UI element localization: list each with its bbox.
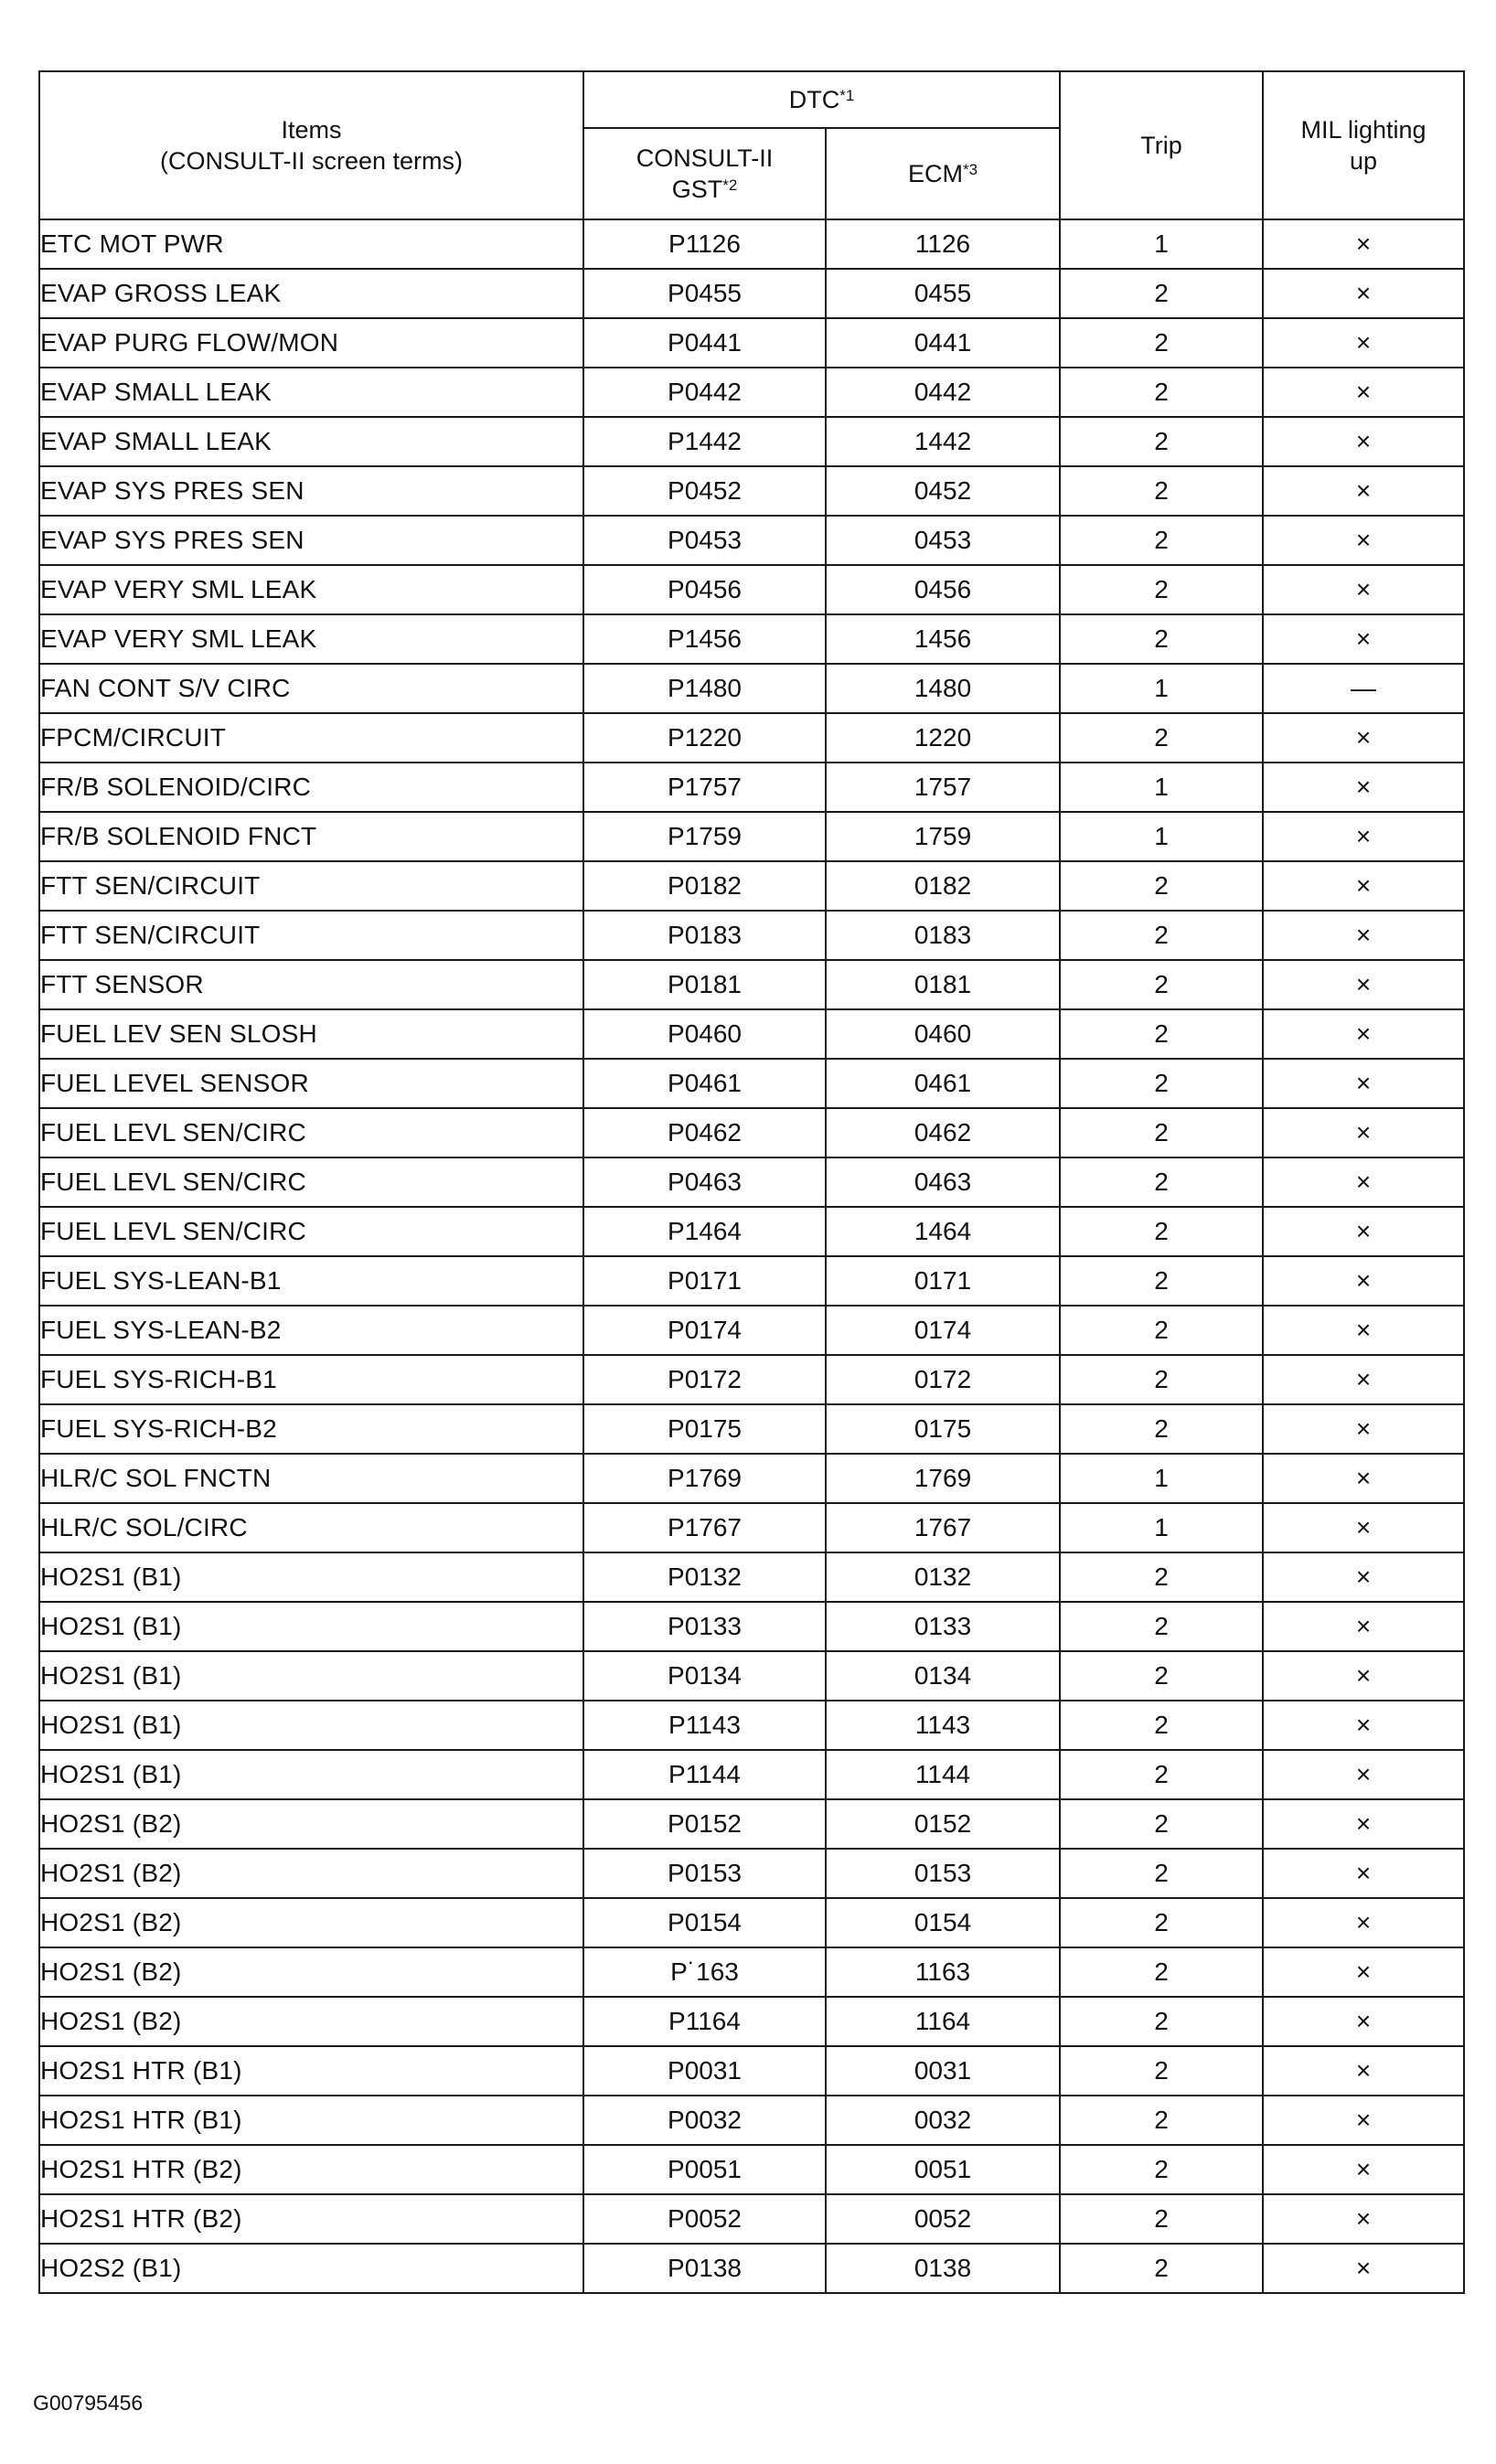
item-cell: FUEL LEVL SEN/CIRC bbox=[39, 1207, 583, 1256]
ecm-code-cell: 0032 bbox=[826, 2096, 1060, 2145]
mil-cell: × bbox=[1263, 466, 1464, 516]
mil-cell: — bbox=[1263, 664, 1464, 713]
consult-code-cell: P0175 bbox=[583, 1404, 826, 1454]
table-row bbox=[39, 1108, 1464, 1157]
item-cell: FUEL SYS-RICH-B2 bbox=[39, 1404, 583, 1454]
trip-cell: 2 bbox=[1060, 1701, 1263, 1750]
ecm-code-cell: 1144 bbox=[826, 1750, 1060, 1799]
trip-cell: 2 bbox=[1060, 1404, 1263, 1454]
item-cell: FUEL LEVL SEN/CIRC bbox=[39, 1108, 583, 1157]
consult-code-cell: P1480 bbox=[583, 664, 826, 713]
header-consult-label: CONSULT-II bbox=[636, 144, 774, 172]
header-dtc-label: DTC bbox=[788, 86, 840, 113]
mil-cell: × bbox=[1263, 1552, 1464, 1602]
table-row bbox=[39, 812, 1464, 861]
dtc-table bbox=[38, 70, 1465, 2294]
table-row bbox=[39, 368, 1464, 417]
table-row bbox=[39, 1947, 1464, 1997]
table-row bbox=[39, 1306, 1464, 1355]
item-cell: HO2S1 (B2) bbox=[39, 1997, 583, 2046]
ecm-code-cell: 0453 bbox=[826, 516, 1060, 565]
mil-cell: × bbox=[1263, 1059, 1464, 1108]
ecm-code-cell: 1442 bbox=[826, 417, 1060, 466]
mil-cell: × bbox=[1263, 1750, 1464, 1799]
mil-cell: × bbox=[1263, 911, 1464, 960]
header-mil-sublabel: up bbox=[1349, 147, 1378, 175]
trip-cell: 2 bbox=[1060, 861, 1263, 911]
mil-cell: × bbox=[1263, 2244, 1464, 2293]
trip-cell: 2 bbox=[1060, 368, 1263, 417]
table-row bbox=[39, 2194, 1464, 2244]
trip-cell: 2 bbox=[1060, 1651, 1263, 1701]
mil-cell: × bbox=[1263, 1454, 1464, 1503]
item-cell: HO2S1 (B1) bbox=[39, 1651, 583, 1701]
mil-cell: × bbox=[1263, 1651, 1464, 1701]
header-gst-label: GST bbox=[671, 176, 723, 203]
header-trip bbox=[1060, 71, 1263, 219]
header-dtc bbox=[583, 71, 1060, 128]
header-consult bbox=[583, 128, 826, 219]
footnote-marker-2: *2 bbox=[722, 176, 738, 194]
ecm-code-cell: 0441 bbox=[826, 318, 1060, 368]
ecm-code-cell: 0052 bbox=[826, 2194, 1060, 2244]
item-cell: ETC MOT PWR bbox=[39, 219, 583, 269]
table-row bbox=[39, 763, 1464, 812]
ecm-code-cell: 0460 bbox=[826, 1009, 1060, 1059]
item-cell: FTT SEN/CIRCUIT bbox=[39, 911, 583, 960]
consult-code-cell: P0461 bbox=[583, 1059, 826, 1108]
item-cell: FTT SEN/CIRCUIT bbox=[39, 861, 583, 911]
trip-cell: 2 bbox=[1060, 565, 1263, 614]
consult-code-cell: P0154 bbox=[583, 1898, 826, 1947]
table-row bbox=[39, 1602, 1464, 1651]
trip-cell: 1 bbox=[1060, 219, 1263, 269]
trip-cell: 1 bbox=[1060, 763, 1263, 812]
trip-cell: 2 bbox=[1060, 1207, 1263, 1256]
table-row bbox=[39, 1898, 1464, 1947]
trip-cell: 2 bbox=[1060, 1997, 1263, 2046]
item-cell: EVAP GROSS LEAK bbox=[39, 269, 583, 318]
ecm-code-cell: 0461 bbox=[826, 1059, 1060, 1108]
ecm-code-cell: 0463 bbox=[826, 1157, 1060, 1207]
consult-code-cell: P0182 bbox=[583, 861, 826, 911]
trip-cell: 2 bbox=[1060, 1355, 1263, 1404]
trip-cell: 2 bbox=[1060, 614, 1263, 664]
item-cell: HO2S1 (B1) bbox=[39, 1602, 583, 1651]
item-cell: FUEL SYS-LEAN-B1 bbox=[39, 1256, 583, 1306]
consult-code-cell: P0152 bbox=[583, 1799, 826, 1849]
mil-cell: × bbox=[1263, 2096, 1464, 2145]
trip-cell: 2 bbox=[1060, 1306, 1263, 1355]
trip-cell: 2 bbox=[1060, 1947, 1263, 1997]
trip-cell: 2 bbox=[1060, 2145, 1263, 2194]
trip-cell: 1 bbox=[1060, 1454, 1263, 1503]
consult-code-cell: P0133 bbox=[583, 1602, 826, 1651]
consult-code-cell: P0452 bbox=[583, 466, 826, 516]
item-cell: FUEL SYS-RICH-B1 bbox=[39, 1355, 583, 1404]
footnote-marker-1: *1 bbox=[839, 87, 855, 104]
item-cell: HO2S1 (B1) bbox=[39, 1552, 583, 1602]
table-row bbox=[39, 713, 1464, 763]
ecm-code-cell: 0174 bbox=[826, 1306, 1060, 1355]
item-cell: HO2S1 (B2) bbox=[39, 1799, 583, 1849]
trip-cell: 2 bbox=[1060, 269, 1263, 318]
mil-cell: × bbox=[1263, 1947, 1464, 1997]
mil-cell: × bbox=[1263, 1602, 1464, 1651]
mil-cell: × bbox=[1263, 269, 1464, 318]
item-cell: FUEL LEVEL SENSOR bbox=[39, 1059, 583, 1108]
item-cell: HLR/C SOL FNCTN bbox=[39, 1454, 583, 1503]
mil-cell: × bbox=[1263, 861, 1464, 911]
consult-code-cell: P0052 bbox=[583, 2194, 826, 2244]
mil-cell: × bbox=[1263, 318, 1464, 368]
table-row bbox=[39, 1256, 1464, 1306]
mil-cell: × bbox=[1263, 1306, 1464, 1355]
mil-cell: × bbox=[1263, 960, 1464, 1009]
mil-cell: × bbox=[1263, 713, 1464, 763]
consult-code-cell: P0455 bbox=[583, 269, 826, 318]
table-row bbox=[39, 2145, 1464, 2194]
trip-cell: 2 bbox=[1060, 2194, 1263, 2244]
table-row bbox=[39, 1207, 1464, 1256]
trip-cell: 2 bbox=[1060, 1898, 1263, 1947]
consult-code-cell: P1757 bbox=[583, 763, 826, 812]
ecm-code-cell: 0133 bbox=[826, 1602, 1060, 1651]
consult-code-cell: P0463 bbox=[583, 1157, 826, 1207]
ecm-code-cell: 0134 bbox=[826, 1651, 1060, 1701]
consult-code-cell: P0134 bbox=[583, 1651, 826, 1701]
table-row bbox=[39, 1157, 1464, 1207]
item-cell: FUEL LEV SEN SLOSH bbox=[39, 1009, 583, 1059]
consult-code-cell: P0051 bbox=[583, 2145, 826, 2194]
consult-code-cell: P0442 bbox=[583, 368, 826, 417]
trip-cell: 2 bbox=[1060, 1849, 1263, 1898]
ecm-code-cell: 0182 bbox=[826, 861, 1060, 911]
mil-cell: × bbox=[1263, 2194, 1464, 2244]
item-cell: EVAP VERY SML LEAK bbox=[39, 614, 583, 664]
ecm-code-cell: 0175 bbox=[826, 1404, 1060, 1454]
item-cell: EVAP SMALL LEAK bbox=[39, 417, 583, 466]
item-cell: EVAP SYS PRES SEN bbox=[39, 466, 583, 516]
trip-cell: 2 bbox=[1060, 1552, 1263, 1602]
table-row bbox=[39, 1355, 1464, 1404]
ecm-code-cell: 0138 bbox=[826, 2244, 1060, 2293]
mil-cell: × bbox=[1263, 1404, 1464, 1454]
consult-code-cell: P0031 bbox=[583, 2046, 826, 2096]
ecm-code-cell: 0171 bbox=[826, 1256, 1060, 1306]
mil-cell: × bbox=[1263, 1799, 1464, 1849]
ecm-code-cell: 0183 bbox=[826, 911, 1060, 960]
item-cell: EVAP VERY SML LEAK bbox=[39, 565, 583, 614]
table-row bbox=[39, 2046, 1464, 2096]
trip-cell: 2 bbox=[1060, 713, 1263, 763]
item-cell: FUEL SYS-LEAN-B2 bbox=[39, 1306, 583, 1355]
table-row bbox=[39, 614, 1464, 664]
item-cell: HO2S1 (B1) bbox=[39, 1701, 583, 1750]
item-cell: FUEL LEVL SEN/CIRC bbox=[39, 1157, 583, 1207]
ecm-code-cell: 0152 bbox=[826, 1799, 1060, 1849]
table-row bbox=[39, 1009, 1464, 1059]
consult-code-cell: P1769 bbox=[583, 1454, 826, 1503]
table-row bbox=[39, 219, 1464, 269]
mil-cell: × bbox=[1263, 1355, 1464, 1404]
table-row bbox=[39, 911, 1464, 960]
trip-cell: 2 bbox=[1060, 960, 1263, 1009]
mil-cell: × bbox=[1263, 763, 1464, 812]
table-row bbox=[39, 960, 1464, 1009]
consult-code-cell: P1220 bbox=[583, 713, 826, 763]
ecm-code-cell: 1480 bbox=[826, 664, 1060, 713]
ecm-code-cell: 1757 bbox=[826, 763, 1060, 812]
consult-code-cell: P1464 bbox=[583, 1207, 826, 1256]
consult-code-cell: P0441 bbox=[583, 318, 826, 368]
ecm-code-cell: 0154 bbox=[826, 1898, 1060, 1947]
trip-cell: 2 bbox=[1060, 1059, 1263, 1108]
mil-cell: × bbox=[1263, 812, 1464, 861]
consult-code-cell: P1456 bbox=[583, 614, 826, 664]
trip-cell: 2 bbox=[1060, 1157, 1263, 1207]
consult-code-cell: P0132 bbox=[583, 1552, 826, 1602]
consult-code-cell: P0172 bbox=[583, 1355, 826, 1404]
ecm-code-cell: 0462 bbox=[826, 1108, 1060, 1157]
table-row bbox=[39, 2096, 1464, 2145]
consult-code-cell: P0462 bbox=[583, 1108, 826, 1157]
ecm-code-cell: 1126 bbox=[826, 219, 1060, 269]
mil-cell: × bbox=[1263, 1701, 1464, 1750]
table-row bbox=[39, 516, 1464, 565]
consult-code-cell: P1143 bbox=[583, 1701, 826, 1750]
consult-code-cell: P1759 bbox=[583, 812, 826, 861]
table-row bbox=[39, 1404, 1464, 1454]
table-row bbox=[39, 1849, 1464, 1898]
ecm-code-cell: 1464 bbox=[826, 1207, 1060, 1256]
trip-cell: 2 bbox=[1060, 516, 1263, 565]
consult-code-cell: P0032 bbox=[583, 2096, 826, 2145]
header-items-label: Items bbox=[281, 116, 342, 144]
mil-cell: × bbox=[1263, 219, 1464, 269]
consult-code-cell: P1767 bbox=[583, 1503, 826, 1552]
mil-cell: × bbox=[1263, 1849, 1464, 1898]
ecm-code-cell: 0452 bbox=[826, 466, 1060, 516]
table-header bbox=[39, 71, 1464, 219]
mil-cell: × bbox=[1263, 516, 1464, 565]
table-row bbox=[39, 1750, 1464, 1799]
table-row bbox=[39, 1454, 1464, 1503]
trip-cell: 2 bbox=[1060, 1602, 1263, 1651]
mil-cell: × bbox=[1263, 1009, 1464, 1059]
item-cell: HO2S1 HTR (B2) bbox=[39, 2194, 583, 2244]
footnote-marker-3: *3 bbox=[962, 161, 978, 178]
mil-cell: × bbox=[1263, 1898, 1464, 1947]
table-row bbox=[39, 466, 1464, 516]
ecm-code-cell: 1456 bbox=[826, 614, 1060, 664]
ecm-code-cell: 1769 bbox=[826, 1454, 1060, 1503]
table-row bbox=[39, 417, 1464, 466]
consult-code-cell: P1126 bbox=[583, 219, 826, 269]
ecm-code-cell: 0031 bbox=[826, 2046, 1060, 2096]
trip-cell: 2 bbox=[1060, 1256, 1263, 1306]
ecm-code-cell: 1767 bbox=[826, 1503, 1060, 1552]
consult-code-cell: P0174 bbox=[583, 1306, 826, 1355]
ecm-code-cell: 1164 bbox=[826, 1997, 1060, 2046]
trip-cell: 2 bbox=[1060, 2096, 1263, 2145]
item-cell: FAN CONT S/V CIRC bbox=[39, 664, 583, 713]
table-row bbox=[39, 318, 1464, 368]
mil-cell: × bbox=[1263, 1207, 1464, 1256]
trip-cell: 2 bbox=[1060, 466, 1263, 516]
trip-cell: 1 bbox=[1060, 812, 1263, 861]
item-cell: HO2S2 (B1) bbox=[39, 2244, 583, 2293]
ecm-code-cell: 0132 bbox=[826, 1552, 1060, 1602]
mil-cell: × bbox=[1263, 1503, 1464, 1552]
item-cell: HO2S1 HTR (B2) bbox=[39, 2145, 583, 2194]
consult-code-cell: P0456 bbox=[583, 565, 826, 614]
header-mil bbox=[1263, 71, 1464, 219]
ecm-code-cell: 0455 bbox=[826, 269, 1060, 318]
item-cell: FPCM/CIRCUIT bbox=[39, 713, 583, 763]
consult-code-cell: P0453 bbox=[583, 516, 826, 565]
item-cell: HO2S1 (B1) bbox=[39, 1750, 583, 1799]
consult-code-cell: P1164 bbox=[583, 1997, 826, 2046]
item-cell: HO2S1 HTR (B1) bbox=[39, 2096, 583, 2145]
item-cell: HO2S1 (B2) bbox=[39, 1898, 583, 1947]
ecm-code-cell: 0153 bbox=[826, 1849, 1060, 1898]
table-row bbox=[39, 861, 1464, 911]
trip-cell: 2 bbox=[1060, 318, 1263, 368]
mil-cell: × bbox=[1263, 417, 1464, 466]
item-cell: HO2S1 HTR (B1) bbox=[39, 2046, 583, 2096]
consult-code-cell: P0171 bbox=[583, 1256, 826, 1306]
trip-cell: 2 bbox=[1060, 1009, 1263, 1059]
table-row bbox=[39, 1651, 1464, 1701]
table-row bbox=[39, 1059, 1464, 1108]
consult-code-cell: P1442 bbox=[583, 417, 826, 466]
consult-code-cell: P0153 bbox=[583, 1849, 826, 1898]
item-cell: FTT SENSOR bbox=[39, 960, 583, 1009]
mil-cell: × bbox=[1263, 1108, 1464, 1157]
header-items-sublabel: (CONSULT-II screen terms) bbox=[159, 147, 464, 175]
trip-cell: 2 bbox=[1060, 417, 1263, 466]
item-cell: HO2S1 (B2) bbox=[39, 1947, 583, 1997]
mil-cell: × bbox=[1263, 565, 1464, 614]
mil-cell: × bbox=[1263, 1997, 1464, 2046]
header-ecm bbox=[826, 128, 1060, 219]
trip-cell: 2 bbox=[1060, 1799, 1263, 1849]
mil-cell: × bbox=[1263, 368, 1464, 417]
ecm-code-cell: 0442 bbox=[826, 368, 1060, 417]
item-cell: FR/B SOLENOID/CIRC bbox=[39, 763, 583, 812]
ecm-code-cell: 1163 bbox=[826, 1947, 1060, 1997]
table-row bbox=[39, 1799, 1464, 1849]
ecm-code-cell: 0051 bbox=[826, 2145, 1060, 2194]
table-row bbox=[39, 1552, 1464, 1602]
trip-cell: 1 bbox=[1060, 1503, 1263, 1552]
header-items bbox=[39, 71, 583, 219]
consult-code-cell: P1144 bbox=[583, 1750, 826, 1799]
trip-cell: 2 bbox=[1060, 2244, 1263, 2293]
trip-cell: 2 bbox=[1060, 1750, 1263, 1799]
item-cell: HLR/C SOL/CIRC bbox=[39, 1503, 583, 1552]
ecm-code-cell: 1759 bbox=[826, 812, 1060, 861]
consult-code-cell: P0138 bbox=[583, 2244, 826, 2293]
item-cell: EVAP PURG FLOW/MON bbox=[39, 318, 583, 368]
header-ecm-label: ECM bbox=[907, 160, 963, 187]
consult-code-cell: P0181 bbox=[583, 960, 826, 1009]
ecm-code-cell: 0181 bbox=[826, 960, 1060, 1009]
header-trip-label: Trip bbox=[1140, 132, 1182, 159]
mil-cell: × bbox=[1263, 2145, 1464, 2194]
table-row bbox=[39, 1503, 1464, 1552]
mil-cell: × bbox=[1263, 1256, 1464, 1306]
table-row bbox=[39, 1701, 1464, 1750]
ecm-code-cell: 1220 bbox=[826, 713, 1060, 763]
table-row bbox=[39, 664, 1464, 713]
table-row bbox=[39, 1997, 1464, 2046]
consult-code-cell: P0460 bbox=[583, 1009, 826, 1059]
ecm-code-cell: 0172 bbox=[826, 1355, 1060, 1404]
mil-cell: × bbox=[1263, 1157, 1464, 1207]
consult-code-cell: P˙163 bbox=[583, 1947, 826, 1997]
header-mil-label: MIL lighting bbox=[1300, 116, 1427, 144]
item-cell: EVAP SYS PRES SEN bbox=[39, 516, 583, 565]
table-row bbox=[39, 565, 1464, 614]
trip-cell: 1 bbox=[1060, 664, 1263, 713]
mil-cell: × bbox=[1263, 2046, 1464, 2096]
ecm-code-cell: 0456 bbox=[826, 565, 1060, 614]
table-body bbox=[39, 219, 1464, 2293]
consult-code-cell: P0183 bbox=[583, 911, 826, 960]
ecm-code-cell: 1143 bbox=[826, 1701, 1060, 1750]
table-row bbox=[39, 269, 1464, 318]
trip-cell: 2 bbox=[1060, 2046, 1263, 2096]
figure-code: G00795456 bbox=[33, 2391, 144, 2415]
table-row bbox=[39, 2244, 1464, 2293]
item-cell: FR/B SOLENOID FNCT bbox=[39, 812, 583, 861]
mil-cell: × bbox=[1263, 614, 1464, 664]
item-cell: EVAP SMALL LEAK bbox=[39, 368, 583, 417]
item-cell: HO2S1 (B2) bbox=[39, 1849, 583, 1898]
trip-cell: 2 bbox=[1060, 1108, 1263, 1157]
trip-cell: 2 bbox=[1060, 911, 1263, 960]
